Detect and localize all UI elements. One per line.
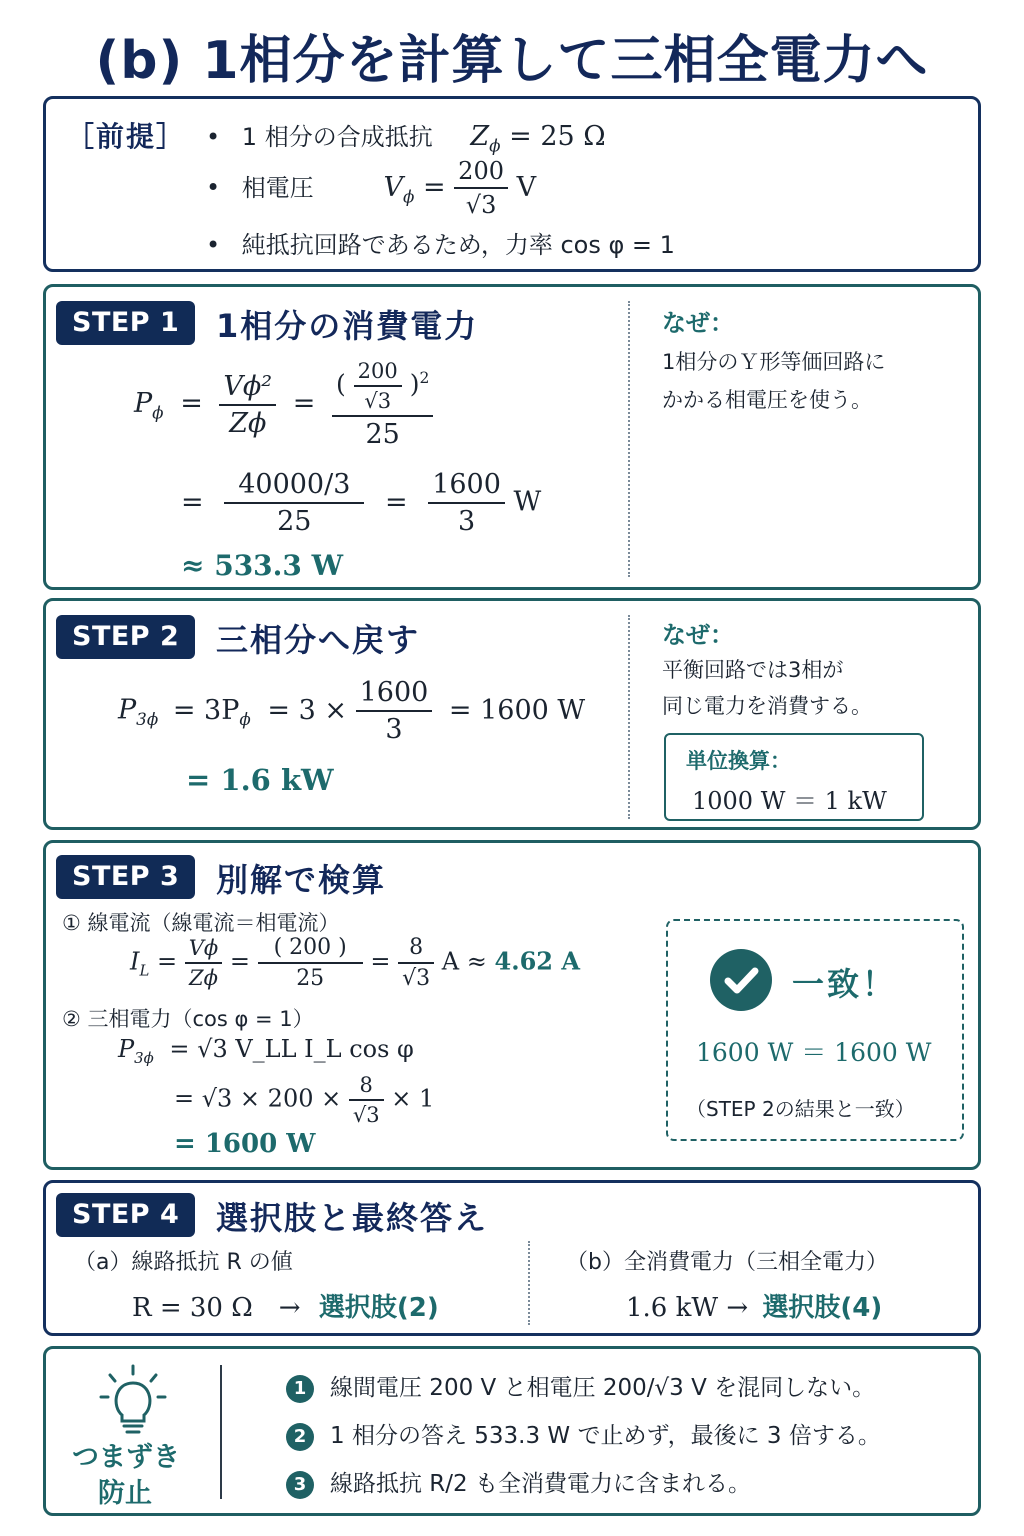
unit-conversion-box xyxy=(664,733,924,821)
step1-card xyxy=(43,284,981,590)
step1-why-line1: 1相分のＹ形等価回路に xyxy=(662,350,886,374)
tip-row-1 xyxy=(286,1369,875,1403)
step3-item2-line2-b: × 1 xyxy=(391,1084,435,1113)
step4-b-value: 1.6 kW → xyxy=(626,1293,749,1323)
step1-f3-num: 40000/3 xyxy=(224,469,364,504)
lightbulb-icon xyxy=(96,1363,170,1437)
premise-item-3 xyxy=(206,225,675,260)
step3-item1-lhs-sub: L xyxy=(139,961,150,980)
step1-badge: STEP 1 xyxy=(56,301,195,345)
step3-item1-lhs: I xyxy=(130,947,140,976)
step3-item2-lhs: P xyxy=(118,1035,135,1063)
step1-title: 1相分の消費電力 xyxy=(216,307,479,345)
step1-f2-exp: 2 xyxy=(419,369,430,388)
step1-formula-line2 xyxy=(181,469,541,537)
step1-f2-inner-den: √3 xyxy=(364,389,392,413)
page-title: (b) 1相分を計算して三相全電力へ xyxy=(95,31,929,91)
step3-item1-f2-den: 25 xyxy=(296,966,325,991)
step2-title: 三相分へ戻す xyxy=(216,621,421,659)
step1-f3-den: 25 xyxy=(277,506,312,537)
tip-row-3 xyxy=(286,1465,751,1499)
step1-f1-den: Zϕ xyxy=(229,407,267,439)
step2-why-line1: 平衡回路では3相が xyxy=(662,658,844,682)
premise-item-1-text: 1 相分の合成抵抗 xyxy=(241,123,433,151)
tip-text-2: 1 相分の答え 533.3 W で止めず，最後に 3 倍する。 xyxy=(330,1423,881,1449)
step1-result: ≈ 533.3 W xyxy=(181,549,344,582)
step2-formula xyxy=(118,677,585,745)
premise-item-2 xyxy=(206,157,536,219)
step2-lhs-sub: 3ϕ xyxy=(136,708,159,729)
step4-title: 選択肢と最終答え xyxy=(216,1199,489,1237)
step1-eq-4: = xyxy=(384,486,408,518)
bullet-mark: • xyxy=(206,173,221,202)
step2-card xyxy=(43,598,981,830)
tips-divider xyxy=(220,1365,222,1499)
tip-number-2: 2 xyxy=(286,1423,314,1451)
step2-divider xyxy=(628,615,630,819)
unit-box-text: 1000 W ＝ 1 kW xyxy=(692,787,887,815)
step3-item2-num: 8 xyxy=(349,1073,384,1101)
step3-item2-line1 xyxy=(118,1035,414,1067)
step3-item1-f2-num: ( 200 ) xyxy=(258,935,363,964)
step3-item2-line2-a: = √3 × 200 × xyxy=(174,1084,342,1113)
step1-f4-den: 3 xyxy=(457,506,476,537)
step3-card xyxy=(43,840,981,1170)
check-icon xyxy=(710,949,772,1011)
step3-item1-unit: A ≈ xyxy=(441,947,487,976)
step1-lhs-sub: ϕ xyxy=(152,402,164,423)
step2-frac-den: 3 xyxy=(385,714,403,745)
step1-f2-inner-num: 200 xyxy=(354,359,402,387)
premise-z-sub: ϕ xyxy=(489,135,501,156)
step1-why-line2: かかる相電圧を使う。 xyxy=(662,388,872,412)
premise-v-sub: ϕ xyxy=(402,185,415,206)
premise-v-symbol: V xyxy=(383,171,403,203)
premise-label: ［前提］ xyxy=(66,120,187,153)
step3-title: 別解で検算 xyxy=(216,861,387,899)
step2-rhs: = 1600 W xyxy=(448,694,586,726)
step3-item2-lhs-sub: 3ϕ xyxy=(134,1048,154,1067)
tips-label-line2: 防止 xyxy=(98,1478,152,1509)
step4-a-choice: 選択肢(2) xyxy=(318,1293,439,1323)
step4-badge: STEP 4 xyxy=(56,1193,195,1237)
tip-text-3: 線路抵抗 R/2 も全消費電力に含まれる。 xyxy=(330,1471,751,1497)
step3-item1-f3-num: 8 xyxy=(398,935,434,964)
step4-a-label: （a）線路抵抗 R の値 xyxy=(74,1250,293,1275)
step2-why-line2: 同じ電力を消費する。 xyxy=(662,694,872,718)
step2-lhs: P xyxy=(118,694,137,726)
step4-a-value: R = 30 Ω → xyxy=(132,1293,301,1323)
match-equation: 1600 W ＝ 1600 W xyxy=(696,1038,932,1067)
premise-item-2-text: 相電圧 xyxy=(241,173,314,202)
step4-a-answer xyxy=(132,1287,439,1324)
step2-why-title: なぜ： xyxy=(662,621,734,649)
step3-item2-line2 xyxy=(174,1073,434,1127)
step3-item1-formula: $I_L$ = $\frac{V\phi}{Z\phi}$ = $\frac{( 200 )}{25}$ = $\frac{8}{√3}$ A ≈ 4.62 A xyxy=(130,935,580,991)
step3-item1-f3-den: √3 xyxy=(402,966,431,991)
step3-item1-f1-num: Vϕ xyxy=(188,936,219,960)
tips-card xyxy=(43,1346,981,1516)
step3-item2-den: √3 xyxy=(352,1103,380,1127)
step2-mid-sub: ϕ xyxy=(239,708,251,729)
step4-b-label: （b）全消費電力（三相全電力） xyxy=(566,1250,888,1275)
match-title: 一致！ xyxy=(792,965,898,1003)
step2-times: = 3 × xyxy=(267,694,347,726)
step3-item2-result: = 1600 W xyxy=(174,1129,316,1159)
step1-f1-num: Vϕ² xyxy=(223,370,273,402)
step2-mid: = 3P xyxy=(172,694,240,726)
tip-text-1: 線間電圧 200 V と相電圧 200/√3 V を混同しない。 xyxy=(330,1375,876,1401)
step3-item2-label: ② 三相電力（cos φ = 1） xyxy=(62,1007,314,1031)
premise-v-den: √3 xyxy=(465,191,497,219)
bullet-mark: • xyxy=(206,231,221,259)
premise-item-3-text: 純抵抗回路であるため，力率 cos φ = 1 xyxy=(241,231,675,259)
step4-card xyxy=(43,1180,981,1336)
tips-label-line1: つまずき xyxy=(72,1442,180,1473)
step3-item1-label: ① 線電流（線電流＝相電流） xyxy=(62,911,340,935)
step2-result: = 1.6 kW xyxy=(186,763,334,797)
step1-eq-3: = xyxy=(181,486,204,518)
tip-number-1: 1 xyxy=(286,1375,314,1403)
step4-b-choice: 選択肢(4) xyxy=(762,1293,883,1323)
premise-v-num: 200 xyxy=(454,157,508,189)
step4-b-answer xyxy=(626,1287,882,1324)
step4-divider xyxy=(528,1241,530,1325)
step1-f4-num: 1600 xyxy=(428,469,505,504)
step3-item1-f1-den: Zϕ xyxy=(189,966,218,990)
match-box xyxy=(666,919,964,1141)
step2-frac-num: 1600 xyxy=(356,677,433,712)
premise-z-value: = 25 Ω xyxy=(509,121,606,152)
premise-z-symbol: Z xyxy=(470,121,490,152)
unit-box-title: 単位換算： xyxy=(686,749,791,773)
premise-item-1 xyxy=(206,117,606,155)
step1-why-title: なぜ： xyxy=(662,309,734,337)
step1-lhs: P xyxy=(134,388,153,419)
step1-divider xyxy=(628,301,630,577)
match-note: （STEP 2の結果と一致） xyxy=(686,1097,915,1121)
step1-formula-line1: $P_\phi$ = $\frac{\text{Vϕ²}}{Z\phi}$ = ( $\frac{200}{√3}$ )$^2$ 25 xyxy=(134,359,433,450)
premise-card xyxy=(43,96,981,272)
step3-item1-result: 4.62 A xyxy=(494,946,580,976)
premise-v-unit: V xyxy=(516,171,537,203)
step1-eq-2: = xyxy=(292,388,316,419)
step3-badge: STEP 3 xyxy=(56,855,195,899)
step1-eq-1: = xyxy=(180,388,203,419)
step3-item2-rhs: = √3 V_LL I_L cos φ xyxy=(169,1035,414,1063)
premise-v-eq: = xyxy=(422,171,446,203)
bullet-mark: • xyxy=(206,123,221,151)
tip-row-2 xyxy=(286,1417,881,1451)
tip-number-3: 3 xyxy=(286,1471,314,1499)
step1-f2-den: 25 xyxy=(365,419,400,450)
step1-unit: W xyxy=(513,486,542,518)
step2-badge: STEP 2 xyxy=(56,615,195,659)
